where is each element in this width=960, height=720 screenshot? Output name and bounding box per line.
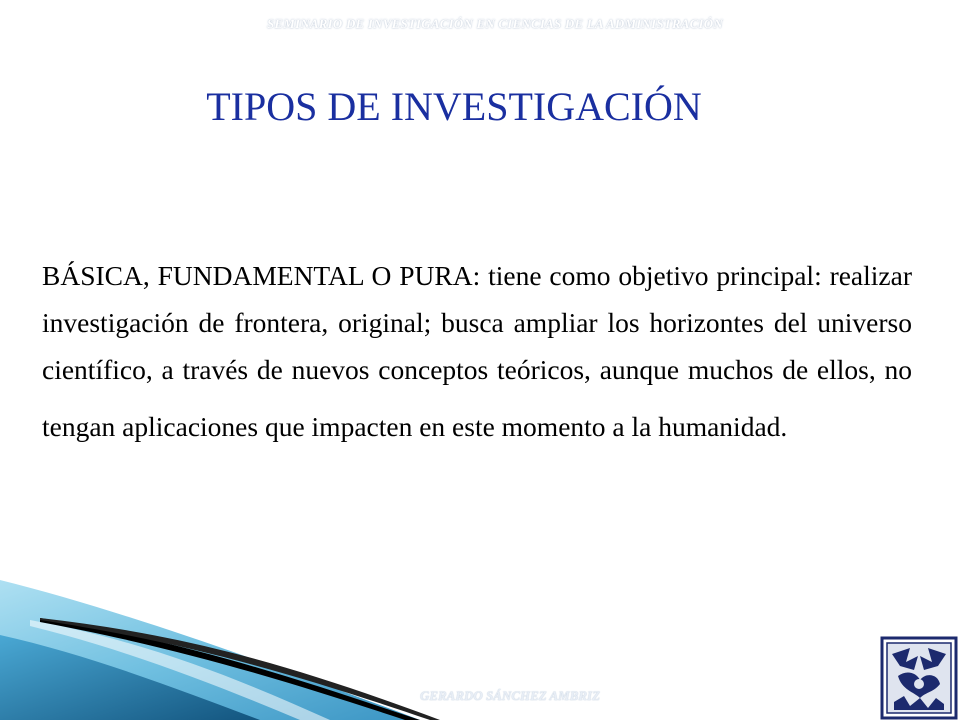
body-paragraph-tail: este momento a la humanidad. [452, 411, 788, 442]
slide-title: TIPOS DE INVESTIGACIÓN [206, 84, 702, 129]
slide-header: SEMINARIO DE INVESTIGACIÓN EN CIENCIAS DE LA ADMINISTRACIÓN [267, 16, 723, 31]
university-crest-icon [880, 636, 958, 720]
slide-body [42, 252, 912, 450]
slide-footer: GERARDO SÁNCHEZ AMBRIZ [419, 688, 601, 703]
body-paragraph: BÁSICA, FUNDAMENTAL O PURA: tiene como objetivo principal: realizar investigación de frontera, original; busca ampliar los horizontes del universo científico, a través de nuevos conceptos teóricos, aunque muchos de ellos, no tengan aplicaciones que impacten en [42, 260, 912, 442]
